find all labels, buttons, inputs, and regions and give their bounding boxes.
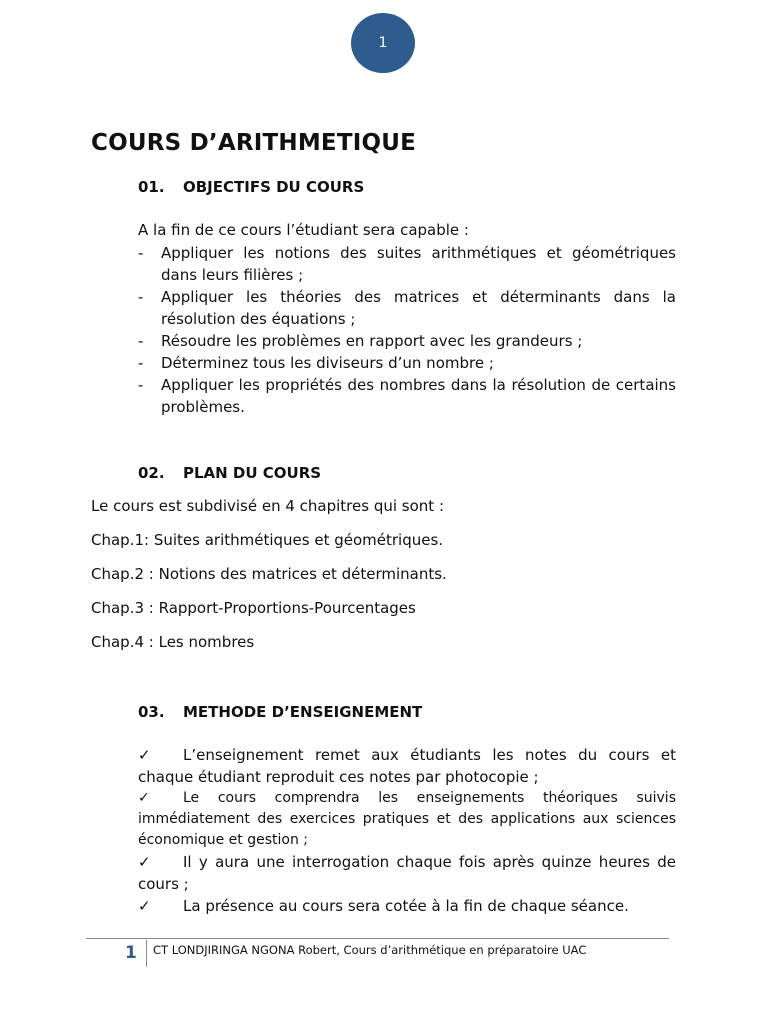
objective-text: Appliquer les notions des suites arithmétiques et géométriques dans leurs filières ;	[161, 244, 676, 284]
footer-separator	[146, 940, 147, 967]
footer-page-number: 1	[125, 943, 137, 963]
section-title: OBJECTIFS DU COURS	[183, 178, 365, 196]
list-item	[138, 286, 676, 330]
checkmark-icon: ✓	[138, 853, 151, 871]
objective-text: Résoudre les problèmes en rapport avec les grandeurs ;	[161, 332, 583, 350]
list-item	[138, 330, 676, 352]
footer-divider	[86, 938, 669, 939]
chapter-item: Chap.3 : Rapport-Proportions-Pourcentages	[91, 599, 416, 617]
list-item	[138, 744, 676, 788]
chapter-item: Chap.4 : Les nombres	[91, 633, 255, 651]
chapter-item: Chap.1: Suites arithmétiques et géométriques.	[91, 531, 444, 549]
section-number: 02.	[138, 464, 165, 482]
objectives-intro: A la fin de ce cours l’étudiant sera capable :	[138, 221, 469, 239]
objective-text: Appliquer les propriétés des nombres dans la résolution de certains problèmes.	[161, 376, 676, 416]
list-item	[138, 352, 676, 374]
chapter-item: Chap.2 : Notions des matrices et déterminants.	[91, 565, 447, 583]
method-text: Il y aura une interrogation chaque fois après quinze heures de cours ;	[138, 853, 676, 893]
page-number: 1	[378, 35, 388, 51]
method-text: Le cours comprendra les enseignements théoriques suivis immédiatement des exercices pratiques et des applications aux sciences économique et gestion ;	[138, 790, 676, 848]
dash-bullet: -	[138, 332, 144, 350]
section-heading-methods	[138, 703, 422, 721]
checkmark-icon: ✓	[138, 746, 151, 764]
objective-text: Déterminez tous les diviseurs d’un nombre ;	[161, 354, 494, 372]
checkmark-icon: ✓	[138, 897, 151, 915]
section-heading-objectives	[138, 178, 364, 196]
list-item	[138, 788, 676, 851]
plan-intro: Le cours est subdivisé en 4 chapitres qui sont :	[91, 497, 444, 515]
method-text: La présence au cours sera cotée à la fin de chaque séance.	[183, 897, 629, 915]
dash-bullet: -	[138, 376, 144, 394]
list-item	[138, 242, 676, 286]
method-text: L’enseignement remet aux étudiants les notes du cours et chaque étudiant reproduit ces notes par photocopie ;	[138, 746, 676, 786]
section-number: 03.	[138, 703, 165, 721]
list-item	[138, 895, 676, 917]
dash-bullet: -	[138, 244, 144, 262]
document-title: COURS D’ARITHMETIQUE	[91, 130, 417, 156]
section-heading-plan	[138, 464, 321, 482]
methods-list	[138, 744, 676, 917]
list-item	[138, 851, 676, 895]
list-item	[138, 374, 676, 418]
section-number: 01.	[138, 178, 165, 196]
checkmark-icon: ✓	[138, 790, 150, 806]
section-title: PLAN DU COURS	[183, 464, 322, 482]
dash-bullet: -	[138, 288, 144, 306]
objective-text: Appliquer les théories des matrices et déterminants dans la résolution des équations ;	[161, 288, 676, 328]
objectives-list	[138, 242, 676, 418]
section-title: METHODE D’ENSEIGNEMENT	[183, 703, 423, 721]
dash-bullet: -	[138, 354, 144, 372]
page-number-badge	[351, 13, 415, 73]
footer-text: CT LONDJIRINGA NGONA Robert, Cours d’arithmétique en préparatoire UAC	[153, 943, 587, 957]
